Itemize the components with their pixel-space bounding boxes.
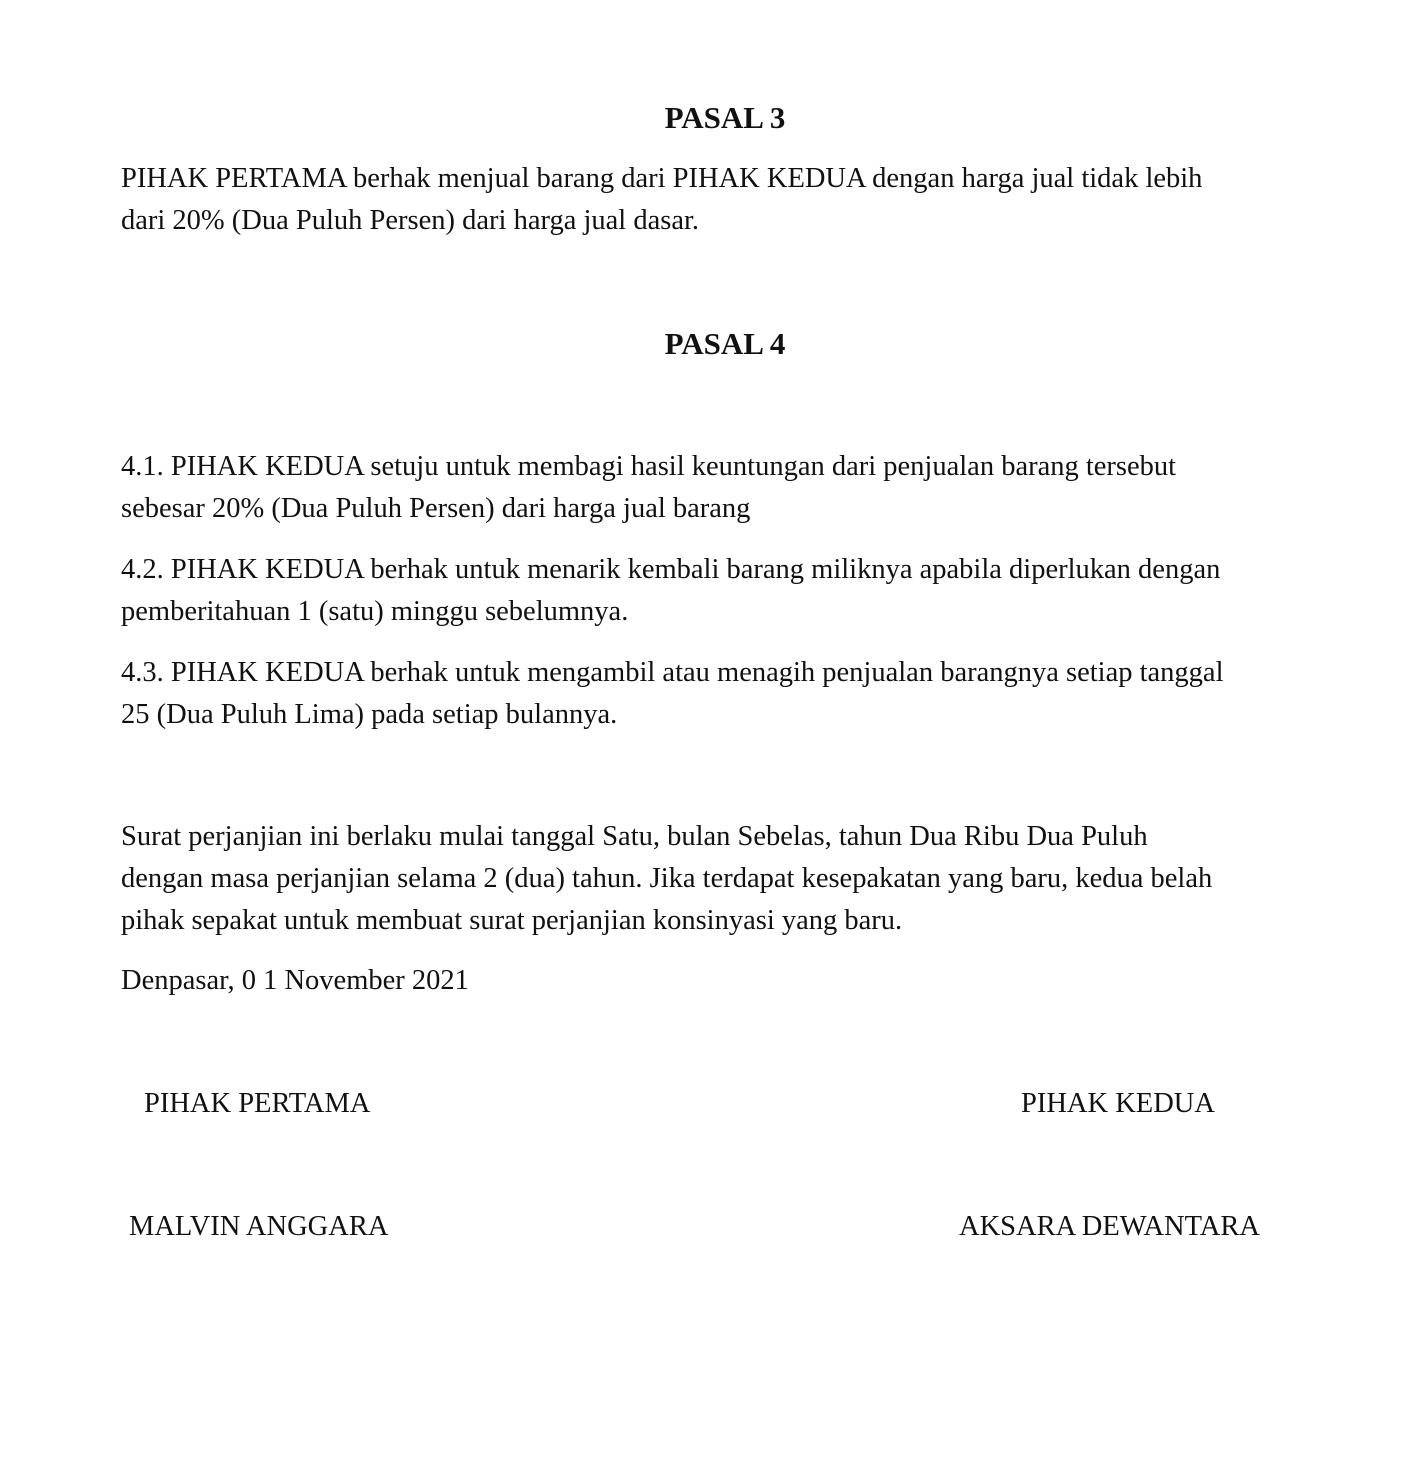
clause-line: sebesar 20% (Dua Puluh Persen) dari harga jual barang xyxy=(121,493,751,524)
pasal-3-line: dari 20% (Dua Puluh Persen) dari harga jual dasar. xyxy=(121,205,700,236)
clause-line: 25 (Dua Puluh Lima) pada setiap bulannya. xyxy=(121,699,618,730)
second-party-label: PIHAK KEDUA xyxy=(1021,1088,1215,1119)
pasal-3-heading: PASAL 3 xyxy=(664,100,786,135)
clause-4-3 xyxy=(121,652,1336,736)
first-party-name: MALVIN ANGGARA xyxy=(129,1211,389,1242)
pasal-3-paragraph xyxy=(121,158,1336,242)
second-party-name: AKSARA DEWANTARA xyxy=(959,1211,1260,1242)
clause-4-1 xyxy=(121,446,1336,530)
closing-line: Surat perjanjian ini berlaku mulai tanggal Satu, bulan Sebelas, tahun Dua Ribu Dua Puluh xyxy=(121,821,1148,852)
closing-line: pihak sepakat untuk membuat surat perjanjian konsinyasi yang baru. xyxy=(121,905,903,936)
pasal-4-heading: PASAL 4 xyxy=(664,326,786,361)
pasal-3-line: PIHAK PERTAMA berhak menjual barang dari PIHAK KEDUA dengan harga jual tidak lebih xyxy=(121,163,1203,194)
clause-line: 4.3. PIHAK KEDUA berhak untuk mengambil atau menagih penjualan barangnya setiap tanggal xyxy=(121,657,1224,688)
closing-paragraph xyxy=(121,816,1336,942)
closing-line: dengan masa perjanjian selama 2 (dua) tahun. Jika terdapat kesepakatan yang baru, kedua belah xyxy=(121,863,1213,894)
first-party-label: PIHAK PERTAMA xyxy=(144,1088,371,1119)
clause-line: 4.1. PIHAK KEDUA setuju untuk membagi hasil keuntungan dari penjualan barang tersebut xyxy=(121,451,1177,482)
clause-line: pemberitahuan 1 (satu) minggu sebelumnya. xyxy=(121,596,629,627)
clause-4-2 xyxy=(121,549,1336,633)
place-date: Denpasar, 0 1 November 2021 xyxy=(121,965,469,996)
clause-line: 4.2. PIHAK KEDUA berhak untuk menarik kembali barang miliknya apabila diperlukan dengan xyxy=(121,554,1221,585)
